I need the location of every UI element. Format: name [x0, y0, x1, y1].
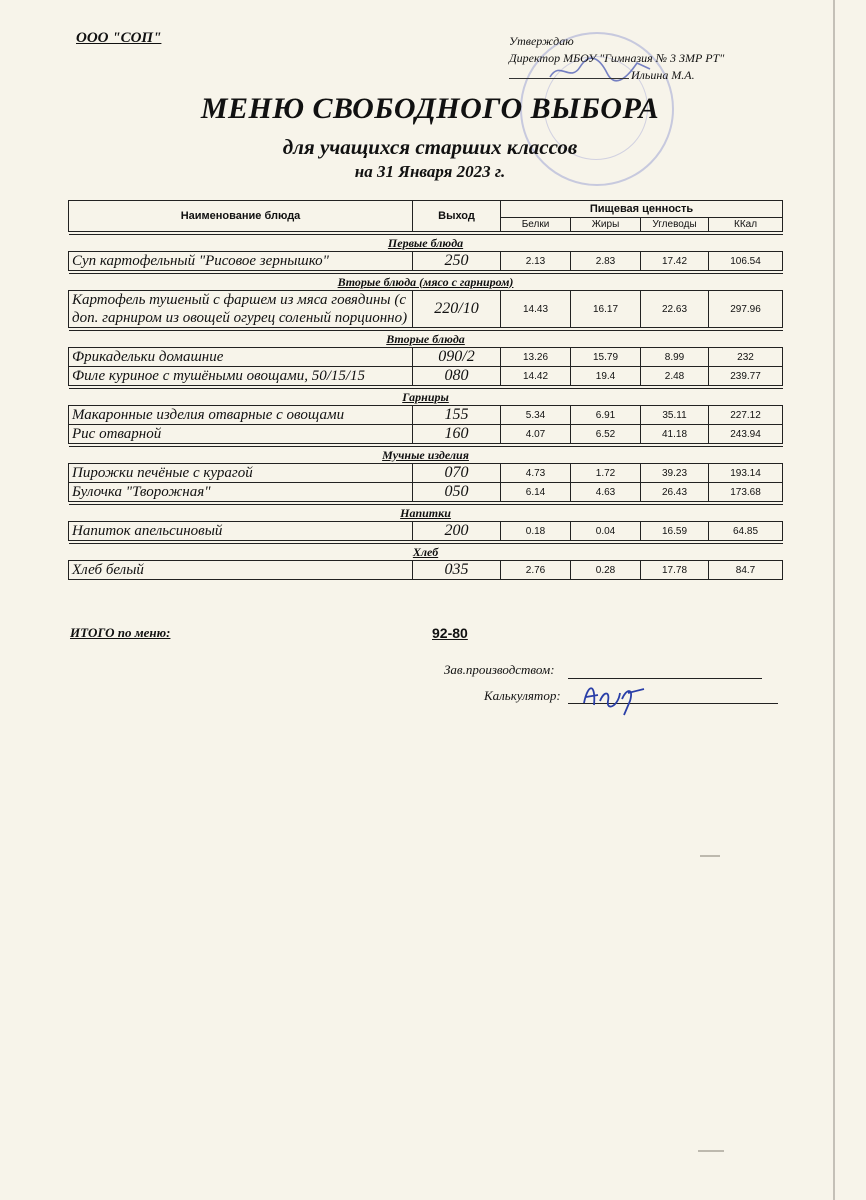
protein-value: 14.42 — [501, 367, 571, 386]
calculator-signature-icon — [578, 677, 658, 717]
section-title: Напитки — [69, 505, 783, 522]
protein-value: 4.73 — [501, 464, 571, 483]
carbs-value: 35.11 — [641, 406, 709, 425]
protein-value: 14.43 — [501, 291, 571, 328]
dish-name: Фрикадельки домашние — [69, 348, 413, 367]
protein-value: 2.13 — [501, 252, 571, 271]
table-row — [69, 367, 783, 386]
dish-name: Напиток апельсиновый — [69, 522, 413, 541]
carbs-value: 41.18 — [641, 425, 709, 444]
table-row — [69, 483, 783, 502]
dish-output: 200 — [413, 522, 501, 541]
fat-value: 0.28 — [571, 561, 641, 580]
fat-value: 1.72 — [571, 464, 641, 483]
kcal-value: 64.85 — [709, 522, 783, 541]
menu-table-body — [69, 232, 783, 580]
fat-value: 19.4 — [571, 367, 641, 386]
calculator-label: Калькулятор: — [484, 688, 561, 703]
carbs-value: 22.63 — [641, 291, 709, 328]
protein-value: 0.18 — [501, 522, 571, 541]
kcal-value: 239.77 — [709, 367, 783, 386]
total-value: 92-80 — [432, 625, 468, 641]
kcal-value: 232 — [709, 348, 783, 367]
paper-edge-shadow — [833, 0, 835, 1200]
protein-value: 5.34 — [501, 406, 571, 425]
scan-artifact — [698, 1150, 724, 1152]
dish-name: Рис отварной — [69, 425, 413, 444]
carbs-value: 17.42 — [641, 252, 709, 271]
table-row — [69, 522, 783, 541]
kcal-value: 297.96 — [709, 291, 783, 328]
approve-position: Директор МБОУ "Гимназия № 3 ЗМР РТ" — [509, 51, 725, 65]
dish-output: 090/2 — [413, 348, 501, 367]
page-subtitle: для учащихся старших классов — [282, 135, 578, 159]
fat-value: 16.17 — [571, 291, 641, 328]
approve-signature-line — [509, 78, 629, 79]
header-fat: Жиры — [571, 218, 641, 232]
kcal-value: 84.7 — [709, 561, 783, 580]
kcal-value: 227.12 — [709, 406, 783, 425]
menu-date: на 31 Января 2023 г. — [354, 162, 506, 181]
dish-output: 220/10 — [413, 291, 501, 328]
header-kcal: ККал — [709, 218, 783, 232]
header-output: Выход — [413, 201, 501, 232]
header-nutrition: Пищевая ценность — [501, 201, 783, 218]
header-carbs: Углеводы — [641, 218, 709, 232]
table-row — [69, 561, 783, 580]
section-header — [69, 447, 783, 464]
section-header — [69, 505, 783, 522]
dish-output: 070 — [413, 464, 501, 483]
section-header — [69, 331, 783, 348]
kcal-value: 243.94 — [709, 425, 783, 444]
fat-value: 6.91 — [571, 406, 641, 425]
kcal-value: 193.14 — [709, 464, 783, 483]
kcal-value: 106.54 — [709, 252, 783, 271]
dish-name: Булочка "Творожная" — [69, 483, 413, 502]
dish-output: 035 — [413, 561, 501, 580]
carbs-value: 26.43 — [641, 483, 709, 502]
section-title: Вторые блюда — [69, 331, 783, 348]
kcal-value: 173.68 — [709, 483, 783, 502]
organization-name: ООО "СОП" — [76, 30, 162, 46]
fat-value: 4.63 — [571, 483, 641, 502]
carbs-value: 17.78 — [641, 561, 709, 580]
dish-name: Филе куриное с тушёными овощами, 50/15/15 — [69, 367, 413, 386]
protein-value: 6.14 — [501, 483, 571, 502]
carbs-value: 8.99 — [641, 348, 709, 367]
approve-signature-row — [509, 67, 724, 84]
section-title: Первые блюда — [69, 235, 783, 252]
table-row — [69, 348, 783, 367]
approve-word: Утверждаю — [509, 34, 574, 48]
dish-output: 080 — [413, 367, 501, 386]
header-protein: Белки — [501, 218, 571, 232]
dish-output: 050 — [413, 483, 501, 502]
carbs-value: 39.23 — [641, 464, 709, 483]
dish-name: Картофель тушеный с фаршем из мяса говядины (с доп. гарниром из овощей огурец соленый порционно) — [69, 291, 413, 328]
menu-table — [68, 200, 783, 580]
fat-value: 0.04 — [571, 522, 641, 541]
scan-artifact — [700, 855, 720, 857]
carbs-value: 2.48 — [641, 367, 709, 386]
section-header — [69, 389, 783, 406]
dish-output: 160 — [413, 425, 501, 444]
section-header — [69, 274, 783, 291]
table-row — [69, 464, 783, 483]
table-row — [69, 406, 783, 425]
section-header — [69, 235, 783, 252]
total-label: ИТОГО по меню: — [70, 625, 171, 640]
table-row — [69, 252, 783, 271]
dish-name: Пирожки печёные с курагой — [69, 464, 413, 483]
header-dish-name: Наименование блюда — [69, 201, 413, 232]
section-title: Хлеб — [69, 544, 783, 561]
dish-output: 155 — [413, 406, 501, 425]
fat-value: 2.83 — [571, 252, 641, 271]
carbs-value: 16.59 — [641, 522, 709, 541]
fat-value: 6.52 — [571, 425, 641, 444]
table-row — [69, 425, 783, 444]
section-header — [69, 544, 783, 561]
protein-value: 4.07 — [501, 425, 571, 444]
section-title: Вторые блюда (мясо с гарниром) — [69, 274, 783, 291]
production-head-label: Зав.производством: — [444, 662, 555, 677]
fat-value: 15.79 — [571, 348, 641, 367]
protein-value: 2.76 — [501, 561, 571, 580]
page-title: МЕНЮ СВОБОДНОГО ВЫБОРА — [200, 92, 660, 125]
dish-name: Макаронные изделия отварные с овощами — [69, 406, 413, 425]
section-title: Мучные изделия — [69, 447, 783, 464]
table-row — [69, 291, 783, 328]
protein-value: 13.26 — [501, 348, 571, 367]
dish-output: 250 — [413, 252, 501, 271]
approval-block — [509, 33, 724, 84]
dish-name: Хлеб белый — [69, 561, 413, 580]
section-title: Гарниры — [69, 389, 783, 406]
approve-name: Ильина М.А. — [631, 68, 695, 82]
dish-name: Суп картофельный "Рисовое зернышко" — [69, 252, 413, 271]
